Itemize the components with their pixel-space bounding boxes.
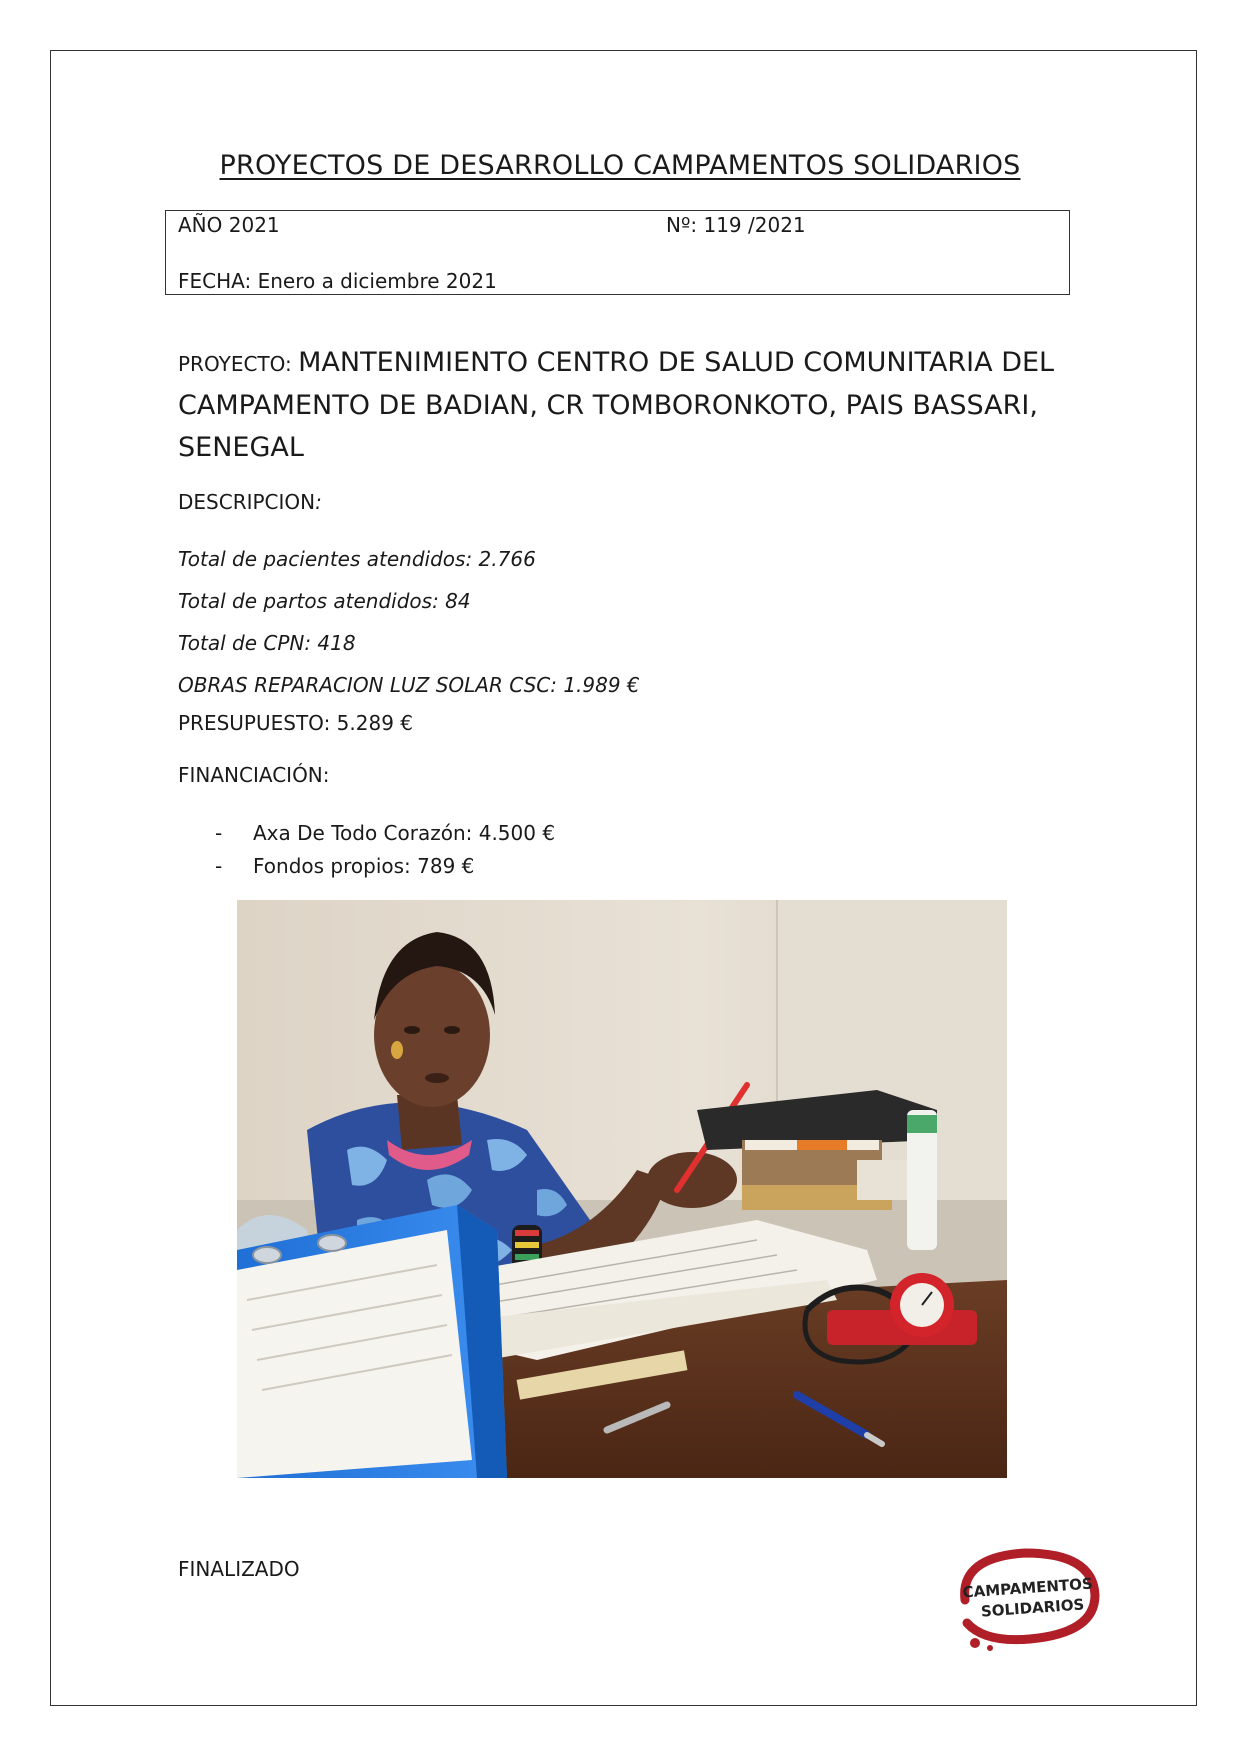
health-worker-photo [237,900,1007,1478]
funding-item-own-funds [215,850,555,883]
logo-line1: CAMPAMENTOS [962,1574,1094,1602]
dash-bullet: - [215,854,223,878]
budget: PRESUPUESTO: 5.289 € [178,711,413,735]
description-item-births: Total de partos atendidos: 84 [178,589,471,613]
project-heading [178,342,1078,469]
project-number: Nº: 119 /2021 [666,213,806,237]
funding-item-own-funds-text: Fondos propios: 789 € [253,854,475,878]
campamentos-solidarios-logo [945,1535,1105,1655]
project-name: MANTENIMIENTO CENTRO DE SALUD COMUNITARIA DEL CAMPAMENTO DE BADIAN, CR TOMBORONKOTO, PAIS BASSARI, SENEGAL [178,347,1055,463]
description-item-solar-works: OBRAS REPARACION LUZ SOLAR CSC: 1.989 € [178,673,640,697]
date-field: FECHA: Enero a diciembre 2021 [178,269,497,293]
status-label: FINALIZADO [178,1557,300,1581]
project-label: PROYECTO: [178,352,299,376]
description-list [178,538,640,706]
info-box [165,210,1070,295]
description-colon: : [315,490,322,514]
description-label [178,490,322,514]
year-field: AÑO 2021 [178,213,280,237]
description-label-text: DESCRIPCION [178,490,316,514]
document-title: PROYECTOS DE DESARROLLO CAMPAMENTOS SOLIDARIOS [219,150,1021,181]
funding-item-axa [215,817,555,850]
description-item-patients: Total de pacientes atendidos: 2.766 [178,547,536,571]
logo-line2: SOLIDARIOS [980,1595,1085,1621]
funding-item-axa-text: Axa De Todo Corazón: 4.500 € [253,821,556,845]
dash-bullet: - [215,821,223,845]
description-item-cpn: Total de CPN: 418 [178,631,356,655]
funding-label: FINANCIACIÓN: [178,763,330,787]
funding-list [215,817,555,883]
